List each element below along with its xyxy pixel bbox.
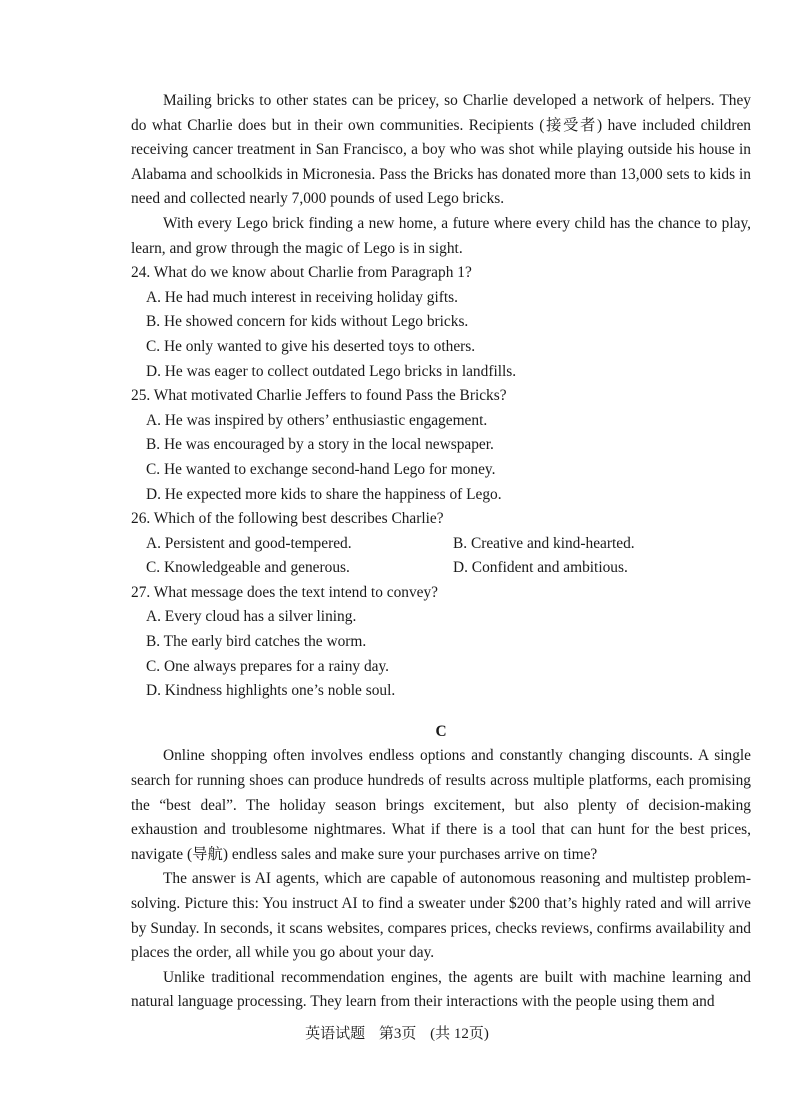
page-footer <box>0 1022 794 1046</box>
question-stem: 24. What do we know about Charlie from Paragraph 1? <box>131 264 472 282</box>
question-stem: 27. What message does the text intend to convey? <box>131 583 439 601</box>
option-b: B. Creative and kind-hearted. <box>453 534 635 552</box>
exam-page <box>131 89 751 1015</box>
passage-c-paragraph: Online shopping often involves endless options and constantly changing discounts. A single search for running shoes can produce hundreds of results across multiple platforms, each promising the “best deal”. The holiday season brings excitement, but also plenty of decision-making exhaustion and troublesome nightmares. What if there is a tool that can hunt for the best prices, navigate (导航) endless sales and make sure your purchases arrive on time? <box>131 747 751 863</box>
option-a: A. He was inspired by others’ enthusiastic engagement. <box>146 411 488 429</box>
question-27 <box>131 581 751 704</box>
footer-subject: 英语试题 <box>305 1026 366 1042</box>
option-c: C. Knowledgeable and generous. <box>146 559 350 577</box>
option-c: C. He wanted to exchange second-hand Lego for money. <box>146 460 496 478</box>
question-24 <box>131 261 751 384</box>
option-a: A. Every cloud has a silver lining. <box>146 608 357 626</box>
option-d: D. He expected more kids to share the happiness of Lego. <box>146 485 502 503</box>
option-b: B. He was encouraged by a story in the local newspaper. <box>146 436 494 454</box>
question-stem: 25. What motivated Charlie Jeffers to found Pass the Bricks? <box>131 387 507 405</box>
option-d: D. Confident and ambitious. <box>453 559 628 577</box>
option-c: C. He only wanted to give his deserted toys to others. <box>146 337 476 355</box>
option-b: B. He showed concern for kids without Lego bricks. <box>146 313 469 331</box>
option-a: A. Persistent and good-tempered. <box>146 534 352 552</box>
question-stem: 26. Which of the following best describes Charlie? <box>131 510 444 528</box>
passage-c-paragraph: The answer is AI agents, which are capable of autonomous reasoning and multistep problem-solving. Picture this: You instruct AI to find a sweater under $200 that’s highly rated and will arrive by Sunday. In seconds, it scans websites, compares prices, checks reviews, confirms availability and places the order, all while you go about your day. <box>131 870 751 962</box>
question-26 <box>131 507 751 581</box>
option-d: D. Kindness highlights one’s noble soul. <box>146 682 396 700</box>
passage-b-paragraph: With every Lego brick finding a new home, a future where every child has the chance to play, learn, and grow through the magic of Lego is in sight. <box>131 214 751 257</box>
option-c: C. One always prepares for a rainy day. <box>146 657 390 675</box>
option-b: B. The early bird catches the worm. <box>146 633 367 651</box>
options-grid <box>146 532 751 581</box>
question-25 <box>131 384 751 507</box>
option-a: A. He had much interest in receiving holiday gifts. <box>146 288 459 306</box>
passage-c-paragraph: Unlike traditional recommendation engines, the agents are built with machine learning and natural language processing. They learn from their interactions with the people using them and <box>131 968 751 1011</box>
footer-total-pages: (共 12页) <box>430 1026 489 1042</box>
passage-b-paragraph: Mailing bricks to other states can be pricey, so Charlie developed a network of helpers. They do what Charlie does but in their own communities. Recipients (接受者) have included children receiving cancer treatment in San Francisco, a boy who was shot while playing outside his house in Alabama and schoolkids in Micronesia. Pass the Bricks has donated more than 13,000 sets to kids in need and collected nearly 7,000 pounds of used Lego bricks. <box>131 92 751 208</box>
section-title: C <box>435 722 447 740</box>
option-d: D. He was eager to collect outdated Lego bricks in landfills. <box>146 362 517 380</box>
footer-page-number: 第3页 <box>378 1026 417 1042</box>
